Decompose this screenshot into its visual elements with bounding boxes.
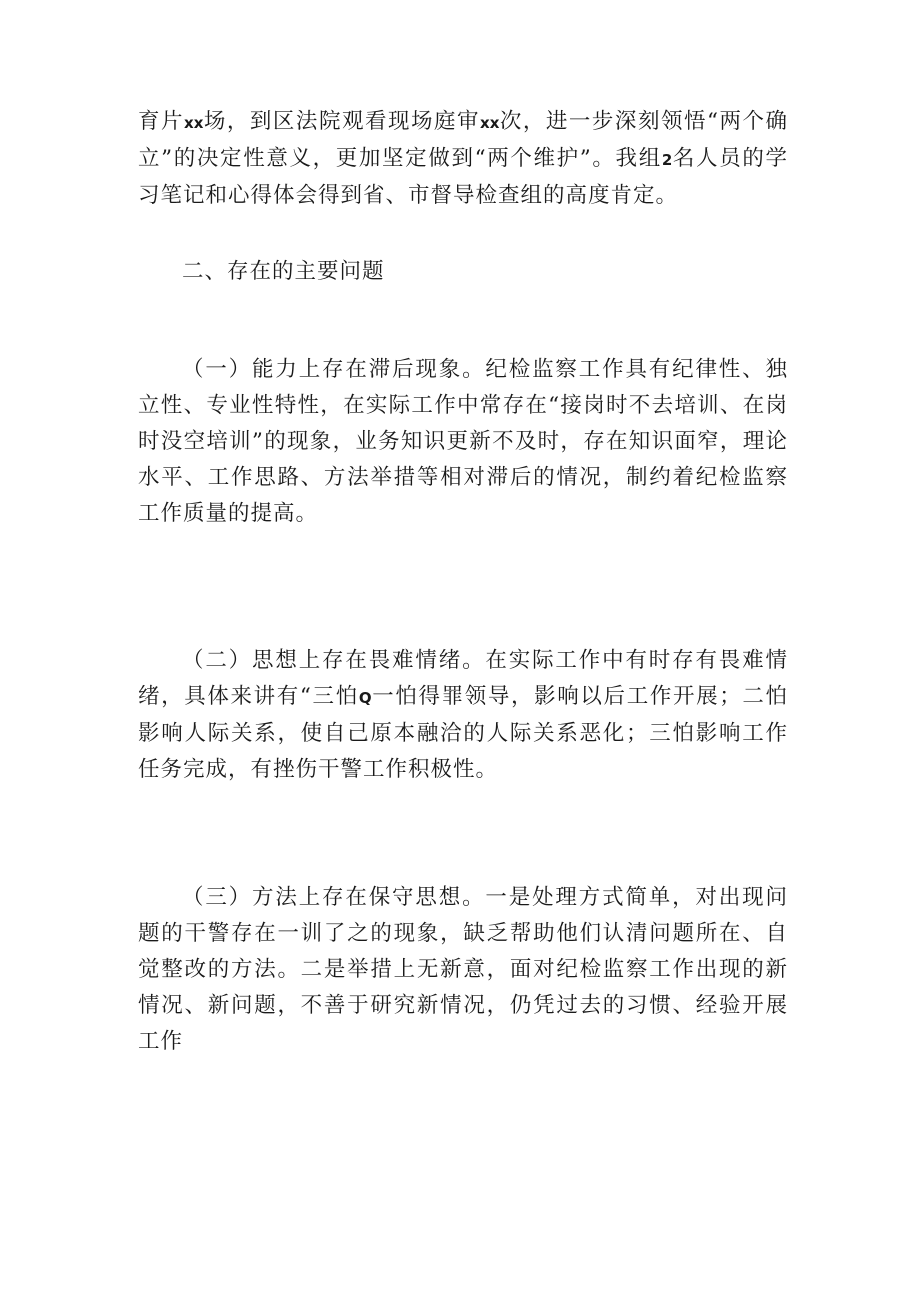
problem-3-paragraph: （三）方法上存在保守思想。一是处理方式简单，对出现问题的干警存在一训了之的现象，缺乏帮助他们认清问题所在、自觉整改的方法。二是举措上无新意，面对纪检监察工作出现的新情况、新问题，不善于研究新情况，仍凭过去的习惯、经验开展工作 <box>138 885 788 1054</box>
intro-number: 2 <box>661 151 673 169</box>
problem-1-paragraph: （一）能力上存在滞后现象。纪检监察工作具有纪律性、独立性、专业性特性，在实际工作中常存在“接岗时不去培训、在岗时没空培训”的现象，业务知识更新不及时，存在知识面窄，理论水平、工作思路、方法举措等相对滞后的情况，制约着纪检监察工作质量的提高。 <box>138 357 788 526</box>
intro-placeholder-1: xx <box>184 114 204 132</box>
problem-2-text-2: 一怕得罪领导，影响以后工作开展；二怕影响人际关系，使自己原本融洽的人际关系恶化；三怕影响工作任务完成，有挫伤干警工作积极性。 <box>138 684 788 782</box>
intro-text-1: 育片 <box>138 109 185 134</box>
intro-placeholder-2: xx <box>480 114 500 132</box>
problem-2-q-mark: Q <box>358 689 372 707</box>
intro-text-4: 名人员的学习笔记和心得体会得到省、市督导检查组的高度肯定。 <box>138 146 788 208</box>
problem-2-paragraph <box>138 643 788 788</box>
intro-paragraph <box>138 104 788 214</box>
section-heading: 二、存在的主要问题 <box>182 259 385 284</box>
intro-text-2: 场，到区法院观看现场庭审 <box>203 109 481 134</box>
problem-2-text-1: （二）思想上存在畏难情绪。在实际工作中有时存有畏难情绪，具体来讲有“三怕 <box>138 648 788 709</box>
intro-text-3: 次，进一步深刻领悟“两个确立”的决定性意义，更加坚定做到“两个维护”。我组 <box>138 109 788 171</box>
